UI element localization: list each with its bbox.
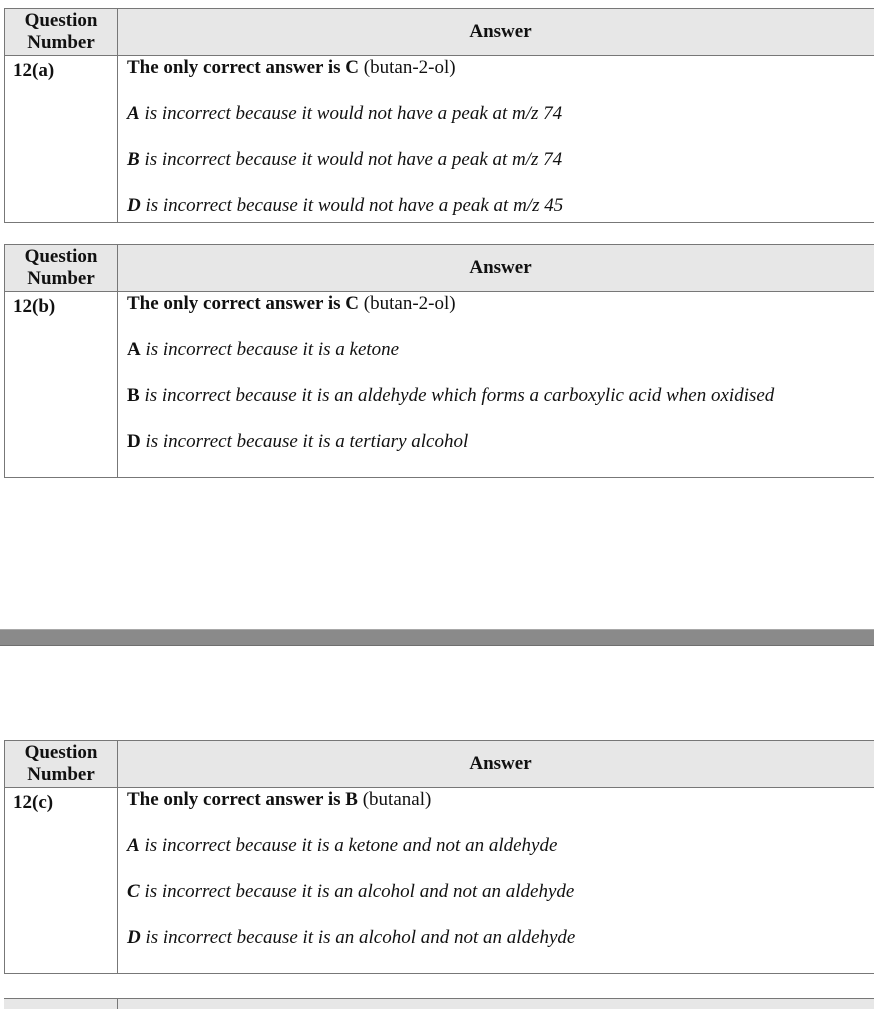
- reason-line: D is incorrect because it is an alcohol and not an aldehyde: [127, 926, 874, 972]
- question-number: 12(a): [5, 56, 118, 223]
- mark-scheme-table-12b: [4, 244, 874, 478]
- question-number-header: Question Number: [5, 741, 118, 788]
- table-row: [5, 56, 874, 223]
- question-number: 12(c): [5, 788, 118, 974]
- question-number-header: Question Number: [5, 9, 118, 56]
- column-divider: [117, 999, 118, 1009]
- reason-line: D is incorrect because it is a tertiary alcohol: [127, 430, 874, 476]
- reason-line: C is incorrect because it is an alcohol and not an aldehyde: [127, 880, 874, 926]
- answer-cell: [118, 56, 874, 223]
- reason-line: B is incorrect because it would not have a peak at m/z 74: [127, 148, 874, 194]
- answer-cell: [118, 788, 874, 974]
- table-header-row: [5, 741, 874, 788]
- table-row: [5, 292, 874, 478]
- table-header-row: [5, 9, 874, 56]
- question-number: 12(b): [5, 292, 118, 478]
- reason-line: D is incorrect because it would not have a peak at m/z 45: [127, 194, 874, 218]
- mark-scheme-table-12a: [4, 8, 874, 223]
- correct-answer-line: The only correct answer is B (butanal): [127, 788, 874, 834]
- reason-line: A is incorrect because it would not have a peak at m/z 74: [127, 102, 874, 148]
- reason-line: B is incorrect because it is an aldehyde which forms a carboxylic acid when oxidised: [127, 384, 874, 430]
- answer-header: Answer: [118, 9, 874, 56]
- correct-answer-line: The only correct answer is C (butan-2-ol): [127, 56, 874, 102]
- reason-line: A is incorrect because it is a ketone and not an aldehyde: [127, 834, 874, 880]
- answer-header: Answer: [118, 741, 874, 788]
- correct-answer-line: The only correct answer is C (butan-2-ol): [127, 292, 874, 338]
- question-number-header: Question Number: [5, 245, 118, 292]
- table-row: [5, 788, 874, 974]
- table-header-row: [5, 245, 874, 292]
- page-break-divider: [0, 629, 874, 646]
- reason-line: A is incorrect because it is a ketone: [127, 338, 874, 384]
- answer-cell: [118, 292, 874, 478]
- mark-scheme-table-12c: [4, 740, 874, 974]
- answer-header: Answer: [118, 245, 874, 292]
